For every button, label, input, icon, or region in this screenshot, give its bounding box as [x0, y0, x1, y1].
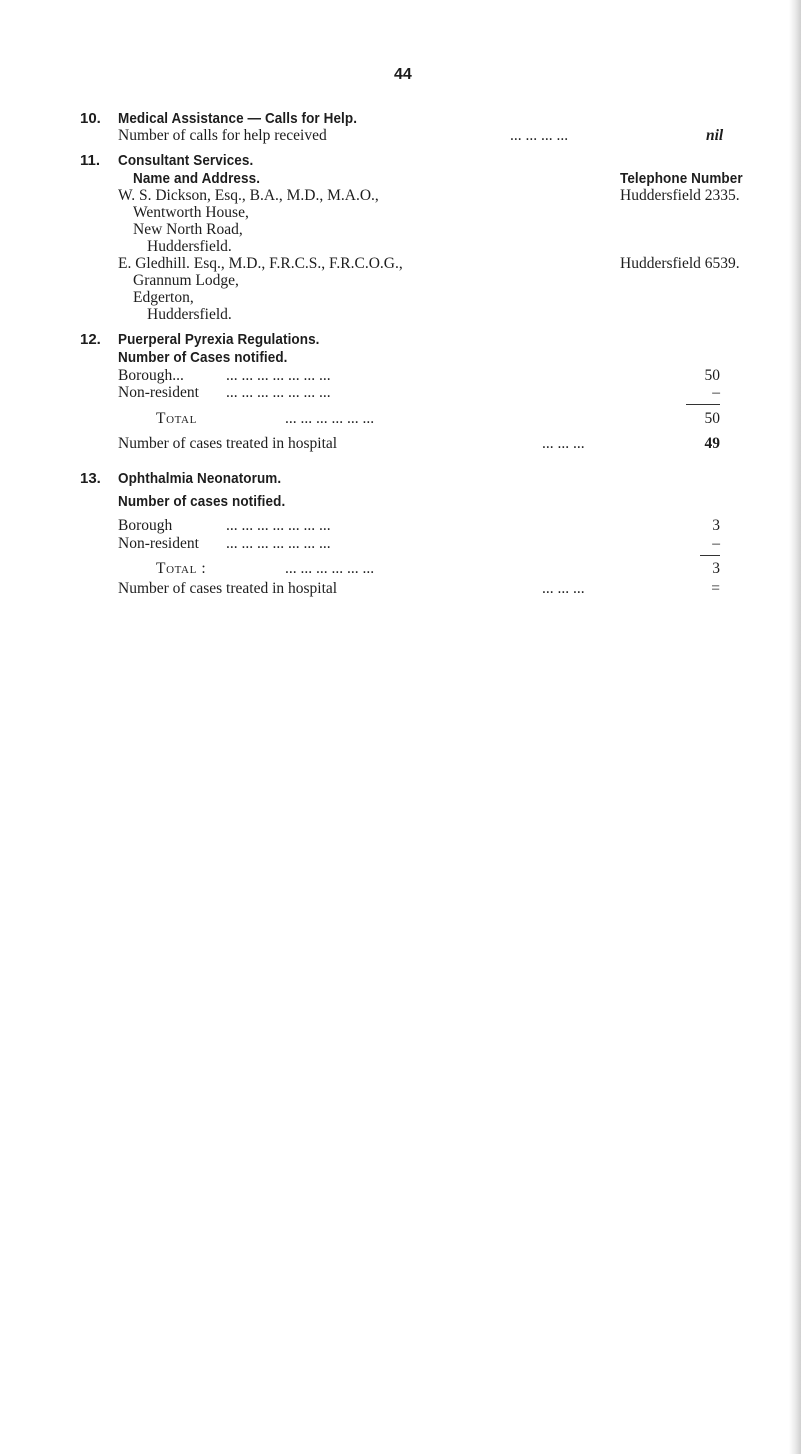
- s13-nonres-dots: ... ... ... ... ... ... ...: [226, 535, 331, 552]
- s11-c1-tel: Huddersfield 2335.: [620, 187, 740, 204]
- s13-hospital-label: Number of cases treated in hospital: [118, 580, 338, 597]
- s13-total-value: 3: [712, 560, 720, 577]
- s13-borough-value: 3: [712, 517, 720, 534]
- s12-nonres-value: –: [712, 384, 720, 401]
- s12-borough-label: Borough...: [118, 367, 184, 384]
- s13-total-dots: ... ... ... ... ... ...: [285, 560, 375, 577]
- s11-c1-addr3: Huddersfield.: [147, 238, 232, 255]
- s10-number: 10.: [80, 110, 101, 127]
- s11-col-tel-header: Telephone Number: [620, 170, 743, 187]
- s10-row-value: nil: [706, 127, 724, 144]
- s13-nonres-value: –: [712, 535, 720, 552]
- s10-title: Medical Assistance — Calls for Help.: [118, 110, 358, 127]
- s11-c2-tel: Huddersfield 6539.: [620, 255, 740, 272]
- s12-total-dots: ... ... ... ... ... ...: [285, 410, 375, 427]
- s10-row-label: Number of calls for help received: [118, 127, 327, 144]
- page-number: 44: [394, 66, 412, 83]
- s12-hospital-label: Number of cases treated in hospital: [118, 435, 338, 452]
- s12-total-label: Total: [156, 410, 197, 427]
- s10-row-dots: ... ... ... ...: [510, 127, 569, 144]
- s12-hospital-dots: ... ... ...: [542, 435, 585, 452]
- s13-number: 13.: [80, 470, 101, 487]
- s11-c2-addr1: Grannum Lodge,: [133, 272, 239, 289]
- s13-subheading: Number of cases notified.: [118, 493, 286, 510]
- s13-nonres-label: Non-resident: [118, 535, 199, 552]
- s13-title: Ophthalmia Neonatorum.: [118, 470, 282, 487]
- s11-title: Consultant Services.: [118, 152, 254, 169]
- s11-c1-addr2: New North Road,: [133, 221, 243, 238]
- s13-borough-dots: ... ... ... ... ... ... ...: [226, 517, 331, 534]
- s12-nonres-dots: ... ... ... ... ... ... ...: [226, 384, 331, 401]
- s11-c1-name: W. S. Dickson, Esq., B.A., M.D., M.A.O.,: [118, 187, 379, 204]
- s12-borough-value: 50: [704, 367, 720, 384]
- s13-hospital-value: =: [711, 580, 720, 597]
- s12-hospital-value: 49: [704, 435, 720, 452]
- s12-subheading: Number of Cases notified.: [118, 349, 288, 366]
- s11-c2-name: E. Gledhill. Esq., M.D., F.R.C.S., F.R.C.O.G.,: [118, 255, 403, 272]
- s11-number: 11.: [80, 152, 101, 169]
- s12-total-rule: [686, 404, 720, 405]
- s11-c2-addr3: Huddersfield.: [147, 306, 232, 323]
- s11-c1-addr1: Wentworth House,: [133, 204, 249, 221]
- s12-total-value: 50: [704, 410, 720, 427]
- s13-total-rule: [700, 555, 720, 556]
- s13-total-label: Total :: [156, 560, 207, 577]
- s12-borough-dots: ... ... ... ... ... ... ...: [226, 367, 331, 384]
- s11-col-name-header: Name and Address.: [133, 170, 261, 187]
- s12-title: Puerperal Pyrexia Regulations.: [118, 331, 320, 348]
- s13-borough-label: Borough: [118, 517, 173, 534]
- s13-hospital-dots: ... ... ...: [542, 580, 585, 597]
- page-edge-shadow: [789, 0, 801, 1454]
- s11-c2-addr2: Edgerton,: [133, 289, 194, 306]
- s12-nonres-label: Non-resident: [118, 384, 199, 401]
- s12-number: 12.: [80, 331, 101, 348]
